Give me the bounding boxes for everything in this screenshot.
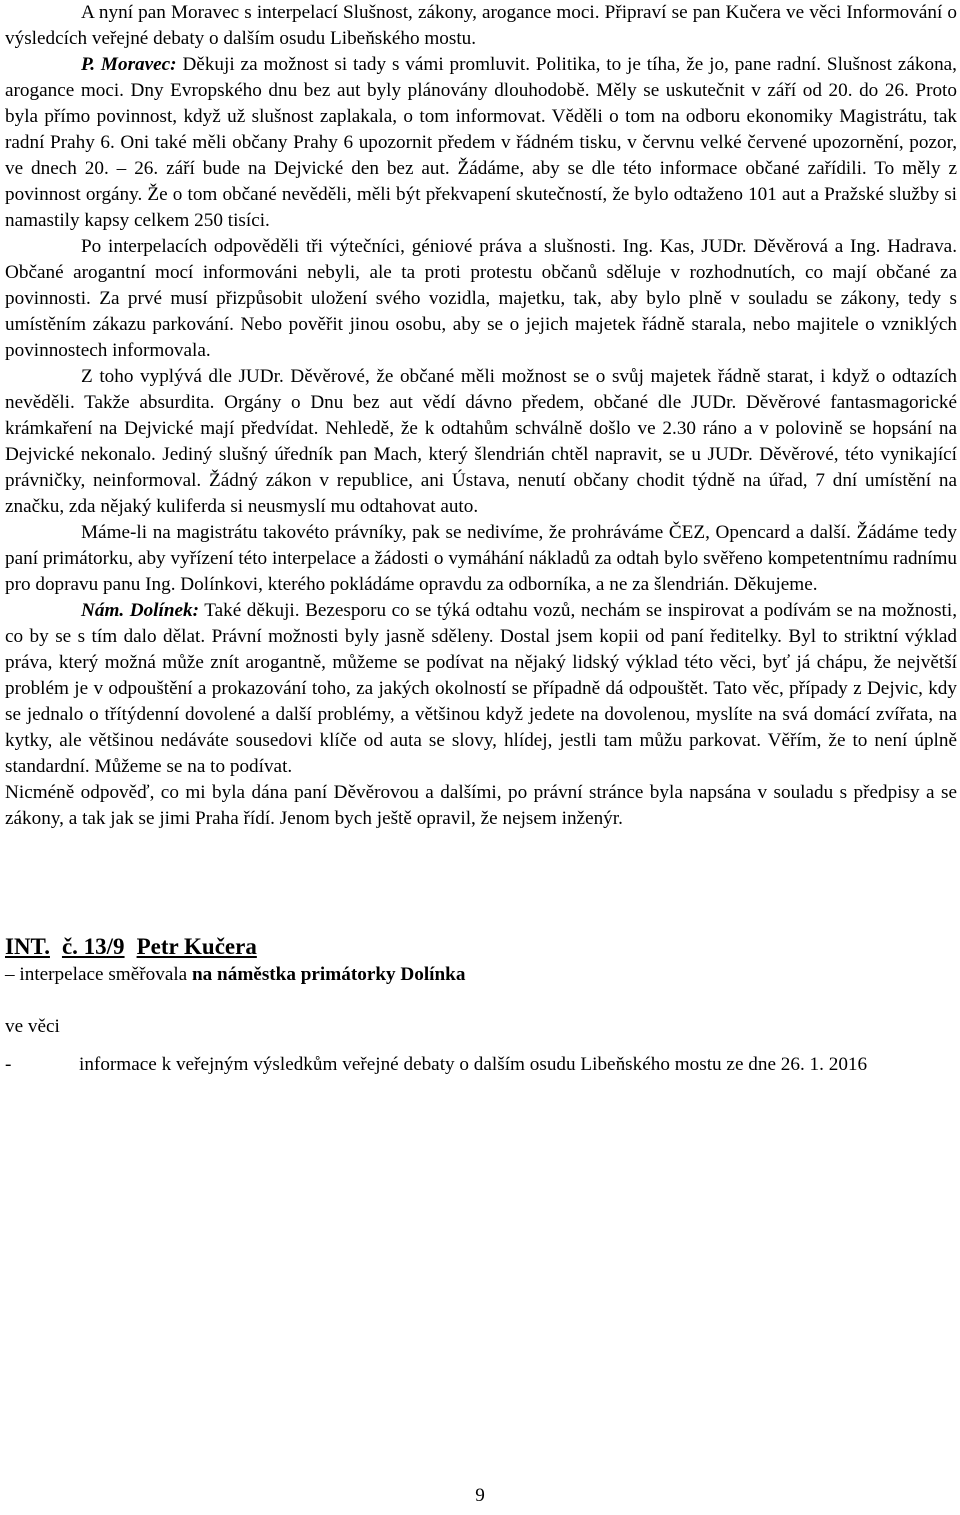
paragraph-p2 bbox=[5, 52, 957, 234]
paragraph-text: Máme-li na magistrátu takovéto právníky, pak se nedivíme, že prohráváme ČEZ, Opencard a další. Žádáme tedy paní primátorku, aby vyřízení této interpelace a žádosti o vymáhání nákladů za odtah bylo svěřeno kompetentnímu radnímu pro dopravu panu Ing. Dolínkovi, kterého pokládáme opravdu za odborníka, a ne za šlendrián. Děkujeme. bbox=[5, 522, 957, 595]
paragraph-text: Po interpelacích odpověděli tři výtečníci, géniové práva a slušnosti. Ing. Kas, JUDr. Děvěrová a Ing. Hadrava. Občané arogantní mocí informováni nebyli, ale ta proti protestu občanů sděluje v rozhodnutích, co mají občané za povinnosti. Za prvé musí přizpůsobit uložení svého vozidla, majetku, tak, aby bylo plně v souladu se zákony, tedy s umístěním zákazu parkování. Nebo pověřit jinou osobu, aby se o jejich majetek řádně starala, nebo majitele o vzniklých povinnostech informovala. bbox=[5, 236, 957, 361]
paragraph-p7 bbox=[5, 780, 957, 832]
paragraph-text: Děkuji za možnost si tady s vámi promluvit. Politika, to je tíha, že jo, pane radní. Slušnost zákona, arogance moci. Dny Evropského dnu bez aut byly plánovány dlouhodobě. Měly se uskutečnit v září od 20. do 26. Proto byla přímo povinnost, když už slušnost zaplakala, o tom informovat. Věděli o tom na odboru ekonomiky Magistrátu, tak radní Prahy 6. Oni také měli občany Prahy 6 upozornit předem v řádném tisku, v červnu velké červené upozornění, pozor, ve dnech 20. – 26. září bude na Dejvické den bez aut. Žádáme, aby se dle této informace občané zařídili. To měly z povinnost orgány. Že o tom občané nevěděli, měli být překvapení skutečností, že bylo odtaženo 101 aut a Pražské služby si namastily kapsy celkem 250 tisíci. bbox=[5, 54, 957, 231]
subject-label: ve věci bbox=[5, 1016, 60, 1037]
speaker-name: P. Moravec: bbox=[81, 54, 177, 75]
heading-prefix: INT. bbox=[5, 934, 50, 959]
paragraph-p4 bbox=[5, 364, 957, 520]
paragraph-text: Z toho vyplývá dle JUDr. Děvěrové, že občané měli možnost se o svůj majetek řádně starat, i když o odtazích nevěděli. Takže absurdita. Orgány o Dnu bez aut vědí dávno předem, občané dle JUDr. Děvěrové fantasmagorické krámkaření na Dejvické mají předvídat. Nehledě, že k odtahům schválně došlo ve 2.30 ráno a v polovině se hopsání na Dejvické nekonalo. Jediný slušný úředník pan Mach, který šlendrián chtěl napravit, se u JUDr. Děvěrové, této vynikající právničky, neinformoval. Žádný zákon v republice, ani Ústava, nenutí občany chodit týdně na úřad, 7 dní umístění na značku, zda nějaký kuliferda si neusmyslí mu odtahovat auto. bbox=[5, 366, 957, 517]
subject-dash: - bbox=[5, 1054, 12, 1075]
interpellation-direction bbox=[5, 962, 957, 988]
heading-name: Petr Kučera bbox=[136, 934, 257, 959]
paragraph-p6 bbox=[5, 598, 957, 780]
paragraph-text: Také děkuji. Bezesporu co se týká odtahu vozů, nechám se inspirovat a podívám se na možnosti, co by se s tím dalo dělat. Právní možnosti byly jasně sděleny. Dostal jsem kopii od paní ředitelky. Byl to striktní výklad práva, který možná může znít arogantně, můžeme se podívat na nějaký lidský výklad této věci, byť já chápu, že největší problém je v odpouštění a prokazování toho, za jakých okolností se případně dá odpouštět. Tato věc, případy z Dejvic, kdy se jednalo o třítýdenní dovolené a další problémy, a většinou když jedete na dovolenou, myslíte na svá domácí zvířata, na kytky, ale většinou nedáváte sousedovi klíče od auta se slovy, hlídej, jestli tam můžu parkovat. Věřím, že to není úplně standardní. Můžeme se na to podívat. bbox=[5, 600, 957, 777]
paragraph-text: A nyní pan Moravec s interpelací Slušnost, zákony, arogance moci. Připraví se pan Kučera ve věci Informování o výsledcích veřejné debaty o dalším osudu Libeňského mostu. bbox=[5, 2, 957, 49]
interpellation-heading bbox=[5, 932, 957, 962]
paragraph-list bbox=[5, 0, 957, 832]
heading-number: č. 13/9 bbox=[61, 934, 125, 959]
speaker-name: Nám. Dolínek: bbox=[81, 600, 200, 621]
direction-target: na náměstka primátorky Dolínka bbox=[192, 964, 466, 985]
subject-item bbox=[5, 1052, 957, 1078]
paragraph-p1 bbox=[5, 0, 957, 52]
direction-text: – interpelace směřovala bbox=[5, 964, 192, 985]
paragraph-p3 bbox=[5, 234, 957, 364]
paragraph-text: Nicméně odpověď, co mi byla dána paní Děvěrovou a dalšími, po právní stránce byla napsána v souladu s předpisy a se zákony, a tak jak se jimi Praha řídí. Jenom bych ještě opravil, že nejsem inženýr. bbox=[5, 782, 957, 829]
document-body bbox=[5, 0, 957, 1078]
page-number: 9 bbox=[475, 1485, 485, 1506]
vertical-spacer bbox=[5, 832, 957, 932]
paragraph-p5 bbox=[5, 520, 957, 598]
subject-text: informace k veřejným výsledkům veřejné debaty o dalším osudu Libeňského mostu ze dne 26. 1. 2016 bbox=[79, 1054, 868, 1075]
